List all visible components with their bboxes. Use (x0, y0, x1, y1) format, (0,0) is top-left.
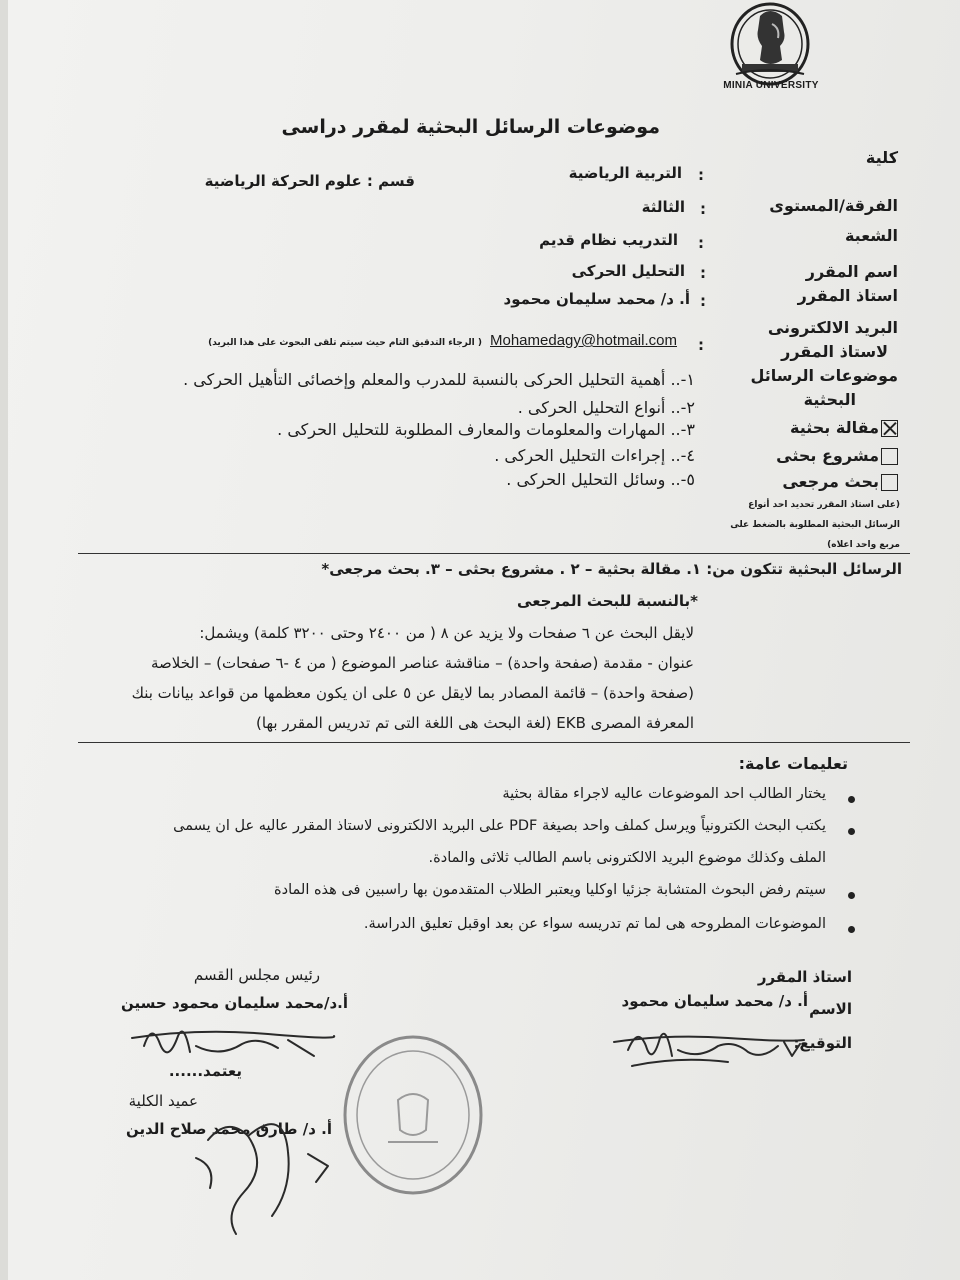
head-name: أ.د/محمد سليمان محمود حسين (121, 994, 348, 1012)
head-title: رئيس مجلس القسم (193, 966, 320, 984)
composition-line: الرسائل البحثية تتكون من: ١. مقالة بحثية – ٢ . مشروع بحثى – ٣. بحث مرجعى* (321, 560, 902, 578)
reference-paragraph: (صفحة واحدة) – قائمة المصادر بما لايقل عن ٥ على ان يكون معظمها من قواعد بيانات بنك (131, 684, 694, 702)
topic-item: ٢-.. أنواع التحليل الحركى . (517, 398, 695, 417)
official-stamp (338, 1030, 488, 1200)
course-label: اسم المقرر (805, 262, 898, 281)
division-label: الشعبة (844, 226, 898, 245)
checkbox-icon[interactable] (881, 474, 898, 491)
topic-item: ٣-.. المهارات والمعلومات والمعارف المطلوبة للتحليل الحركى . (277, 420, 695, 439)
bullet-icon (848, 892, 855, 899)
topics-label: موضوعات الرسائل (750, 366, 898, 385)
email-label-2: لاستاذ المقرر (781, 342, 888, 361)
reference-paragraph: لايقل البحث عن ٦ صفحات ولا يزيد عن ٨ ( من ٢٤٠٠ وحتى ٣٢٠٠ كلمة) ويشمل: (199, 624, 694, 642)
dean-name: أ. د/ طارق محمد صلاح الدين (125, 1120, 332, 1138)
division-value: التدريب نظام قديم (539, 231, 678, 249)
type-option-article[interactable]: مقالة بحثية (790, 418, 898, 437)
instruction-item: يختار الطالب احد الموضوعات عاليه لاجراء مقالة بحثية (502, 786, 826, 802)
reference-paragraph: عنوان - مقدمة (صفحة واحدة) – مناقشة عناصر الموضوع ( من ٤ -٦ صفحات) – الخلاصة (150, 654, 694, 672)
bullet-icon (848, 828, 855, 835)
colon: : (700, 264, 706, 282)
faculty-value: التربية الرياضية (568, 164, 682, 182)
topic-item: ٥-.. وسائل التحليل الحركى . (506, 470, 695, 489)
types-note: الرسائل البحثية المطلوبة بالضغط على (730, 520, 900, 530)
checkbox-icon[interactable] (881, 448, 898, 465)
email-value: Mohamedagy@hotmail.com (490, 332, 677, 349)
email-note: ( الرجاء التدقيق التام حيث سيتم تلقى البحوث على هذا البريد) (208, 338, 482, 348)
colon: : (698, 234, 704, 252)
professor-label: استاذ المقرر (797, 286, 898, 305)
bullet-icon (848, 796, 855, 803)
department-value: قسم : علوم الحركة الرياضية (204, 172, 415, 190)
topics-label-2: البحثية (803, 390, 856, 409)
dean-signature (188, 1096, 348, 1246)
colon: : (700, 200, 706, 218)
faculty-label: كلية (865, 148, 898, 167)
colon: : (698, 166, 704, 184)
divider (78, 742, 910, 743)
course-value: التحليل الحركى (571, 262, 685, 280)
topic-item: ١-.. أهمية التحليل الحركى بالنسبة للمدرب والمعلم وإخصائى التأهيل الحركى . (183, 370, 695, 389)
level-label: الفرقة/المستوى (769, 196, 898, 215)
name-label: الاسم (809, 1000, 852, 1018)
instruction-item: سيتم رفض البحوث المتشابة جزئيا اوكليا ويعتبر الطلاب المتقدمون بها راسبين فى هذه المادة (274, 882, 826, 898)
signature-label: التوقيع: (793, 1034, 852, 1052)
reference-paragraph: المعرفة المصرى EKB (لغة البحث هى اللغة التى تم تدريس المقرر بها) (256, 714, 694, 732)
type-option-reference[interactable]: بحث مرجعى (782, 472, 898, 491)
type-option-project[interactable]: مشروع بحثى (776, 446, 898, 465)
dean-title: عميد الكلية (128, 1092, 198, 1110)
reference-title: *بالنسبة للبحث المرجعى (517, 592, 698, 610)
email-label: البريد الالكترونى (767, 318, 898, 337)
colon: : (698, 336, 704, 354)
professor-title: استاذ المقرر (757, 968, 852, 986)
approved-label: يعتمد...... (168, 1062, 242, 1080)
divider (78, 553, 910, 554)
professor-name: أ. د/ محمد سليمان محمود (621, 992, 808, 1010)
checkbox-checked-icon[interactable] (881, 420, 898, 437)
topic-item: ٤-.. إجراءات التحليل الحركى . (494, 446, 695, 465)
types-note: (على استاذ المقرر تحديد احد أنواع (748, 500, 900, 510)
level-value: الثالثة (641, 198, 685, 216)
instruction-item-continued: الملف وكذلك موضوع البريد الالكترونى باسم الطالب ثلاثى والمادة. (428, 850, 826, 866)
professor-value: أ. د/ محمد سليمان محمود (503, 290, 690, 308)
colon: : (700, 292, 706, 310)
instructions-title: تعليمات عامة: (738, 754, 848, 773)
page-title: موضوعات الرسائل البحثية لمقرر دراسى (281, 116, 660, 138)
university-name: MINIA UNIVERSITY (723, 80, 819, 91)
types-note: مربع واحد اعلاه) (827, 540, 900, 550)
document-page (8, 0, 960, 1280)
bullet-icon (848, 926, 855, 933)
instruction-item: يكتب البحث الكترونياً ويرسل كملف واحد بصيغة PDF على البريد الالكترونى لاستاذ المقرر عاليه عل ان يسمى (173, 818, 826, 834)
instruction-item: الموضوعات المطروحه هى لما تم تدريسه سواء عن بعد اوقبل تعليق الدراسة. (363, 916, 826, 932)
professor-signature (608, 1016, 808, 1080)
